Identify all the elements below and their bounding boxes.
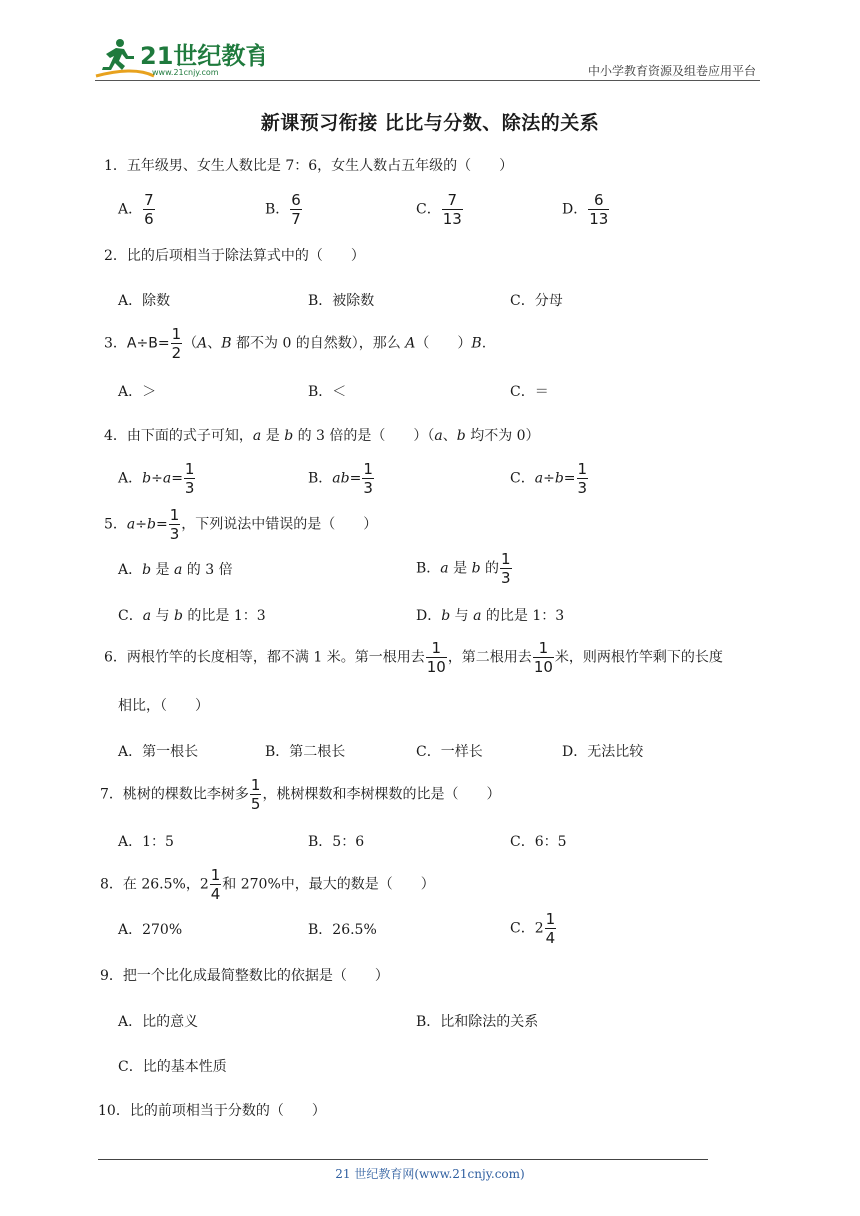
q3-option-c[interactable]: C．＝ — [510, 384, 549, 400]
fraction: $\frac{7}{13}$ — [442, 191, 462, 228]
q8-option-b[interactable]: B．26.5% — [308, 922, 377, 938]
q4-option-a[interactable]: A．b÷a= $\frac{1}{3}$ — [118, 460, 195, 497]
logo-url: www.21cnjy.com — [152, 68, 219, 77]
fraction: $\frac{7}{6}$ — [144, 191, 154, 228]
fraction: $\frac{1}{3}$ — [184, 460, 195, 497]
fraction: $\frac{1}{3}$ — [577, 460, 588, 497]
q7-option-c[interactable]: C．6：5 — [510, 834, 567, 850]
q2-option-b[interactable]: B．被除数 — [308, 293, 375, 309]
q5-option-d[interactable]: D．b 与 a 的比是 1：3 — [416, 608, 565, 624]
page-title: 新课预习衔接 比比与分数、除法的关系 — [260, 112, 600, 134]
q3-option-a[interactable]: A．＞ — [118, 384, 157, 400]
fraction: $\frac{1}{4}$ — [545, 910, 556, 947]
fraction: $\frac{1}{3}$ — [169, 506, 180, 543]
q1-option-c[interactable]: C． $\frac{7}{13}$ — [416, 191, 462, 228]
fraction: $\frac{1}{4}$ — [210, 866, 221, 903]
footer-divider — [98, 1159, 708, 1160]
q5-option-b[interactable]: B．a 是 b 的 $\frac{1}{3}$ — [416, 550, 511, 587]
fraction: $\frac{1}{10}$ — [426, 639, 446, 676]
fraction: $\frac{1}{3}$ — [500, 550, 511, 587]
q6-option-c[interactable]: C．一样长 — [416, 744, 483, 760]
q6-option-d[interactable]: D．无法比较 — [562, 744, 644, 760]
fraction: $\frac{1}{3}$ — [363, 460, 373, 497]
q8-option-a[interactable]: A．270% — [118, 922, 183, 938]
question-8: 8．在 26.5%，2 $\frac{1}{4}$ 和 270%中，最大的数是（ ） — [100, 866, 435, 903]
question-7: 7．桃树的棵数比李树多 $\frac{1}{5}$ ，桃树棵数和李树棵数的比是（ ） — [100, 776, 501, 813]
q9-option-c[interactable]: C．比的基本性质 — [118, 1059, 227, 1075]
fraction: $\frac{1}{2}$ — [171, 325, 182, 362]
q1-option-b[interactable]: B． $\frac{6}{7}$ — [265, 191, 301, 228]
q1-option-d[interactable]: D． $\frac{6}{13}$ — [562, 191, 609, 228]
q7-option-a[interactable]: A．1：5 — [118, 834, 174, 850]
fraction: $\frac{1}{5}$ — [250, 776, 261, 813]
header-divider — [95, 80, 760, 81]
footer-link[interactable]: 21 世纪教育网(www.21cnjy.com) — [335, 1167, 525, 1181]
question-10: 10．比的前项相当于分数的（ ） — [98, 1103, 326, 1119]
q6-option-a[interactable]: A．第一根长 — [118, 744, 199, 760]
q4-option-b[interactable]: B．ab= $\frac{1}{3}$ — [308, 460, 373, 497]
q5-option-a[interactable]: A．b 是 a 的 3 倍 — [118, 562, 233, 578]
platform-name: 中小学教育资源及组卷应用平台 — [587, 64, 756, 78]
question-6: 6．两根竹竿的长度相等，都不满 1 米。第一根用去 $\frac{1}{10}$ ，第二根用去 $\frac{1}{10}$ 米，则两根竹竿剩下的长度 — [104, 639, 723, 676]
site-logo — [94, 36, 264, 80]
q1-option-a[interactable]: A． $\frac{7}{6}$ — [118, 191, 154, 228]
fraction: $\frac{6}{13}$ — [589, 191, 609, 228]
q2-option-c[interactable]: C．分母 — [510, 293, 563, 309]
question-5: 5．a÷b= $\frac{1}{3}$ ，下列说法中错误的是（ ） — [104, 506, 378, 543]
q3-option-b[interactable]: B．＜ — [308, 384, 347, 400]
q6-option-b[interactable]: B．第二根长 — [265, 744, 346, 760]
q4-option-c[interactable]: C．a÷b= $\frac{1}{3}$ — [510, 460, 588, 497]
fraction: $\frac{1}{10}$ — [533, 639, 553, 676]
q5-option-c[interactable]: C．a 与 b 的比是 1：3 — [118, 608, 266, 624]
q2-option-a[interactable]: A．除数 — [118, 293, 171, 309]
fraction: $\frac{6}{7}$ — [291, 191, 301, 228]
question-2: 2．比的后项相当于除法算式中的（ ） — [104, 248, 365, 264]
question-4: 4．由下面的式子可知，a 是 b 的 3 倍的是（ ）（a、b 均不为 0） — [104, 428, 540, 444]
question-1: 1．五年级男、女生人数比是 7：6，女生人数占五年级的（ ） — [104, 158, 514, 174]
q8-option-c[interactable]: C．2 $\frac{1}{4}$ — [510, 910, 556, 947]
q7-option-b[interactable]: B．5：6 — [308, 834, 365, 850]
q9-option-b[interactable]: B．比和除法的关系 — [416, 1014, 539, 1030]
question-6-line-2: 相比，（ ） — [118, 698, 209, 714]
question-9: 9．把一个比化成最简整数比的依据是（ ） — [100, 968, 389, 984]
question-3: 3．A÷B= $\frac{1}{2}$ （A、B 都不为 0 的自然数），那么 A（ ）B. — [104, 325, 487, 362]
logo-text: 21世纪教育 — [140, 42, 264, 70]
q9-option-a[interactable]: A．比的意义 — [118, 1014, 199, 1030]
